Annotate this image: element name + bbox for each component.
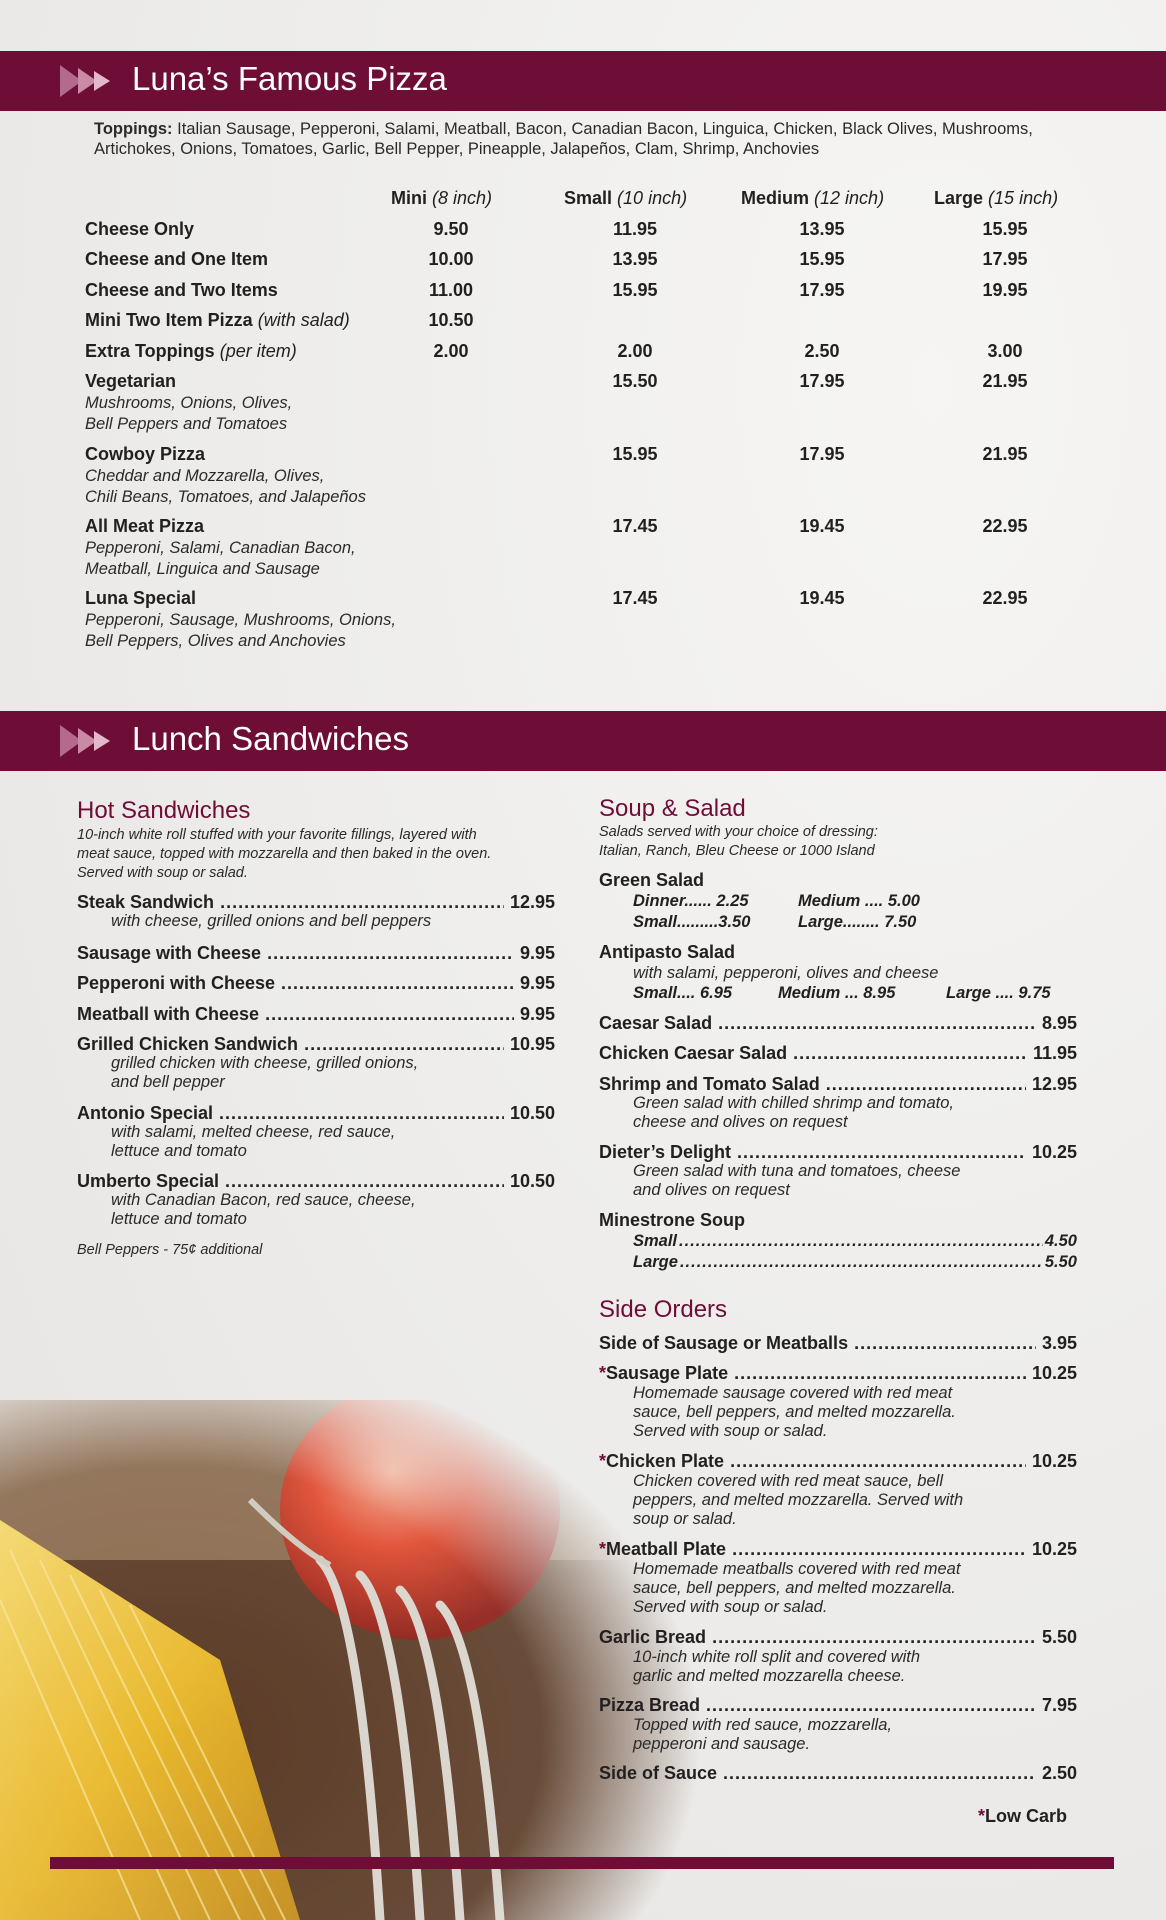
- price-large: 3.00: [987, 341, 1023, 361]
- menu-item: Shrimp and Tomato Salad ..... 12.95: [599, 1074, 1077, 1095]
- soup-salad-subtitle: Salads served with your choice of dressing: Italian, Ranch, Bleu Cheese or 1000 Island: [599, 824, 878, 859]
- price-medium: 19.45: [799, 588, 845, 608]
- item-desc: Chicken covered with red meat sauce, bell peppers, and melted mozzarella. Served with soup or salad.: [633, 1472, 964, 1528]
- pasta-photo: [0, 1400, 700, 1920]
- price-large: 17.95: [982, 249, 1028, 269]
- toppings-text: Italian Sausage, Pepperoni, Salami, Meatball, Bacon, Canadian Bacon, Linguica, Chicken, Black Olives, Mushrooms, Artichokes, Onions, Tomatoes, Garlic, Bell Pepper, Pineapple, Jalapeños, Clam, Shrimp, Anchovies: [94, 120, 1033, 158]
- pizza-banner: [0, 51, 1166, 111]
- menu-item: * Chicken Plate ..... 10.25: [599, 1451, 1077, 1472]
- triple-arrow-icon: [60, 65, 128, 97]
- pizza-row-name: All Meat Pizza: [85, 516, 205, 536]
- price-medium: 15.95: [799, 249, 845, 269]
- bottom-bar: [50, 1857, 1114, 1869]
- price-medium: 17.95: [799, 280, 845, 300]
- menu-item: Grilled Chicken Sandwich ..... 10.95: [77, 1034, 555, 1055]
- pizza-row-name: Cheese and Two Items: [85, 280, 278, 300]
- item-desc: with salami, melted cheese, red sauce, lettuce and tomato: [111, 1123, 396, 1160]
- item-desc: grilled chicken with cheese, grilled onions, and bell pepper: [111, 1054, 419, 1091]
- item-desc: Homemade meatballs covered with red meat sauce, bell peppers, and melted mozzarella. Served with soup or salad.: [633, 1560, 961, 1616]
- menu-item: Sausage with Cheese ..... 9.95: [77, 943, 555, 964]
- item-desc: with Canadian Bacon, red sauce, cheese, lettuce and tomato: [111, 1191, 416, 1228]
- menu-item: Antonio Special ..... 10.50: [77, 1103, 555, 1124]
- side-orders-title: Side Orders: [599, 1296, 728, 1323]
- pizza-desc: Cheddar and Mozzarella, Olives, Chili Beans, Tomatoes, and Jalapeños: [85, 467, 366, 506]
- menu-item: Umberto Special ..... 10.50: [77, 1171, 555, 1192]
- item-desc: Topped with red sauce, mozzarella, pepperoni and sausage.: [633, 1716, 892, 1753]
- lunch-title: Lunch Sandwiches: [132, 720, 410, 757]
- price-mini: 2.00: [433, 341, 469, 361]
- price-medium: 19.45: [799, 516, 845, 536]
- price-large: 22.95: [982, 588, 1028, 608]
- bell-pepper-note: Bell Peppers - 75¢ additional: [77, 1242, 263, 1258]
- item-desc: 10-inch white roll split and covered with garlic and melted mozzarella cheese.: [633, 1648, 921, 1685]
- menu-item: Meatball with Cheese ..... 9.95: [77, 1004, 555, 1025]
- price-mini: 11.00: [428, 280, 474, 300]
- menu-item: * Meatball Plate ..... 10.25: [599, 1539, 1077, 1560]
- menu-item: Caesar Salad ..... 8.95: [599, 1013, 1077, 1034]
- item-desc: with cheese, grilled onions and bell peppers: [111, 912, 432, 930]
- soup-salad-title: Soup & Salad: [599, 795, 746, 822]
- price-large: 21.95: [982, 371, 1028, 391]
- price-large: 22.95: [982, 516, 1028, 536]
- menu-item: Dieter’s Delight ..... 10.25: [599, 1142, 1077, 1163]
- item-desc: Green salad with chilled shrimp and tomato, cheese and olives on request: [633, 1094, 954, 1131]
- pizza-title: Luna’s Famous Pizza: [132, 60, 447, 97]
- price-mini: 9.50: [433, 219, 469, 239]
- hot-sandwiches-subtitle: 10-inch white roll stuffed with your favorite fillings, layered with meat sauce, topped with mozzarella and then baked in the oven. Served with soup or salad.: [77, 827, 492, 881]
- price-medium: 17.95: [799, 371, 845, 391]
- price-small: 15.95: [612, 280, 658, 300]
- price-medium: 2.50: [804, 341, 840, 361]
- price-large: 19.95: [982, 280, 1028, 300]
- menu-item: Antipasto Salad: [599, 942, 736, 962]
- hot-sandwiches-title: Hot Sandwiches: [77, 797, 251, 824]
- pizza-row-name: Cheese and One Item: [85, 249, 269, 269]
- triple-arrow-icon: [60, 725, 128, 757]
- price-large: 21.95: [982, 444, 1028, 464]
- size-header-large: Large (15 inch): [934, 188, 1059, 208]
- menu-item: * Sausage Plate ..... 10.25: [599, 1363, 1077, 1384]
- low-carb-note: *Low Carb: [978, 1806, 1068, 1826]
- price-medium: 17.95: [799, 444, 845, 464]
- price-large: 15.95: [982, 219, 1028, 239]
- menu-item: Green Salad: [599, 870, 705, 890]
- menu-item: Chicken Caesar Salad ..... 11.95: [599, 1043, 1077, 1064]
- pizza-desc: Pepperoni, Salami, Canadian Bacon, Meatball, Linguica and Sausage: [85, 539, 356, 578]
- menu-item: Side of Sauce ..... 2.50: [599, 1763, 1077, 1784]
- price-medium: 13.95: [799, 219, 845, 239]
- menu-item: Minestrone Soup: [599, 1210, 746, 1230]
- price-mini: 10.50: [428, 310, 474, 330]
- menu-item: Pizza Bread ..... 7.95: [599, 1695, 1077, 1716]
- pizza-desc: Mushrooms, Onions, Olives, Bell Peppers and Tomatoes: [85, 394, 293, 433]
- item-desc: with salami, pepperoni, olives and cheese: [633, 964, 939, 982]
- size-prices: Small.... 6.95 Medium ... 8.95 Large .... 9.75: [633, 984, 1051, 1002]
- pizza-row-name: Cowboy Pizza: [85, 444, 206, 464]
- menu-item: Garlic Bread ..... 5.50: [599, 1627, 1077, 1648]
- menu-item: Steak Sandwich ..... 12.95: [77, 892, 555, 913]
- menu-item: Large ..... 5.50: [633, 1253, 1077, 1272]
- pizza-desc: Pepperoni, Sausage, Mushrooms, Onions, Bell Peppers, Olives and Anchovies: [85, 611, 396, 650]
- size-header-medium: Medium (12 inch): [741, 188, 885, 208]
- size-header-mini: Mini (8 inch): [391, 188, 493, 208]
- menu-item: Small ..... 4.50: [633, 1232, 1077, 1251]
- pizza-row-name: Vegetarian: [85, 371, 177, 391]
- pizza-row-name: Luna Special: [85, 588, 197, 608]
- pizza-row-name: Cheese Only: [85, 219, 195, 239]
- price-small: 17.45: [612, 516, 658, 536]
- price-small: 11.95: [612, 219, 658, 239]
- item-desc: Homemade sausage covered with red meat sauce, bell peppers, and melted mozzarella. Served with soup or salad.: [633, 1384, 956, 1440]
- price-mini: 10.00: [428, 249, 474, 269]
- size-header-small: Small (10 inch): [564, 188, 688, 208]
- lunch-banner: [0, 711, 1166, 771]
- price-small: 13.95: [612, 249, 658, 269]
- pizza-row-name: Mini Two Item Pizza (with salad): [85, 310, 350, 330]
- menu-item: Side of Sausage or Meatballs ..... 3.95: [599, 1333, 1077, 1354]
- price-small: 17.45: [612, 588, 658, 608]
- pizza-row-name: Extra Toppings (per item): [85, 341, 297, 361]
- toppings-list: [94, 119, 1094, 159]
- menu-item: Pepperoni with Cheese ..... 9.95: [77, 973, 555, 994]
- toppings-label: Toppings:: [94, 120, 173, 138]
- item-desc: Green salad with tuna and tomatoes, cheese and olives on request: [633, 1162, 961, 1199]
- size-prices: Dinner...... 2.25 Medium .... 5.00 Small.........3.50 Large........ 7.50: [633, 892, 920, 931]
- price-small: 15.95: [612, 444, 658, 464]
- price-small: 15.50: [612, 371, 658, 391]
- price-small: 2.00: [617, 341, 653, 361]
